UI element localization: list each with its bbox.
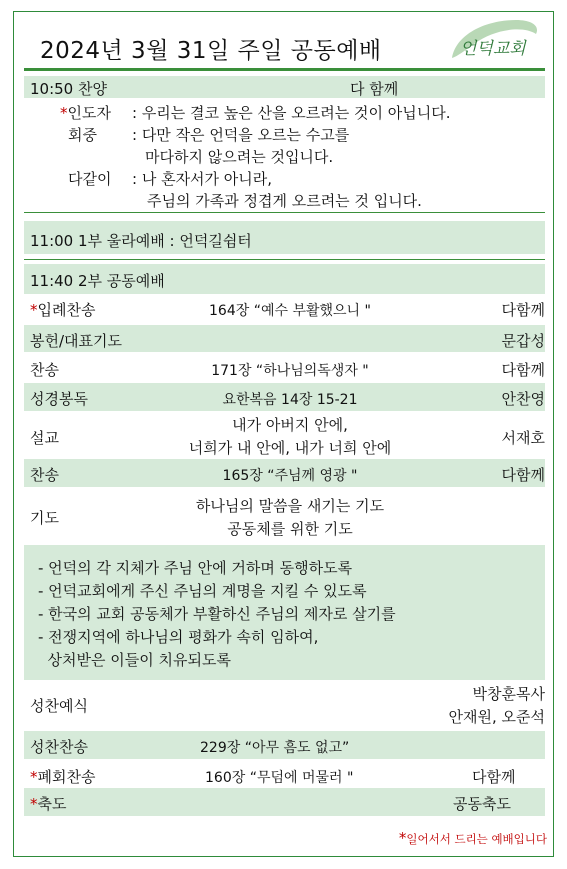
- order-leader: 다함께: [501, 466, 545, 484]
- page-title: 2024년 3월 31일 주일 공동예배: [40, 38, 382, 64]
- order-label: 찬송: [30, 466, 59, 484]
- order-leader: 문갑성: [501, 332, 545, 350]
- section-divider: [24, 259, 545, 260]
- scripture-reference: 요한복음 14장 15-21: [222, 392, 358, 408]
- logo-text: 언덕교회: [460, 39, 526, 59]
- opening-performer: 다 함께: [350, 80, 399, 98]
- sermon-title-line1: 내가 아버지 안에,: [232, 416, 348, 434]
- order-label: *축도: [30, 795, 67, 813]
- prayer-item: 상처받은 이들이 치유되도록: [38, 651, 231, 669]
- litany-congregation: 회중: [68, 126, 97, 144]
- litany-congregation-line1: : 다만 작은 언덕을 오르는 수고를: [132, 126, 350, 144]
- litany-all-line1: : 나 혼자서가 아니라,: [132, 170, 273, 188]
- prayer-item: - 언덕교회에게 주신 주님의 계명을 지킬 수 있도록: [38, 582, 367, 600]
- prayer-item: - 언덕의 각 지체가 주님 안에 거하며 동행하도록: [38, 559, 353, 577]
- order-label: *입례찬송: [30, 301, 96, 319]
- prayer-item: - 한국의 교회 공동체가 부활하신 주님의 제자로 살기를: [38, 605, 396, 623]
- order-label: 성찬찬송: [30, 738, 88, 756]
- prayer-title-line1: 하나님의 말씀을 새기는 기도: [195, 497, 385, 515]
- first-service: 11:00 1부 울라예배 : 언덕길쉼터: [30, 232, 252, 250]
- order-label: 성경봉독: [30, 390, 88, 408]
- order-label: 기도: [30, 509, 59, 527]
- sermon-title-line2: 너희가 내 안에, 내가 너희 안에: [188, 439, 392, 457]
- order-leader: 다함께: [472, 768, 516, 786]
- opening-time-label: 10:50 찬양: [30, 80, 107, 98]
- order-label: 설교: [30, 429, 59, 447]
- order-hymn: 160장 “무덤에 머물러 ": [205, 770, 354, 786]
- litany-congregation-line2: 마다하지 않으려는 것입니다.: [145, 148, 334, 166]
- communion-officiant: 박창훈목사: [472, 685, 545, 703]
- order-hymn: 171장 “하나님의독생자 ": [211, 363, 369, 379]
- order-label: 성찬예식: [30, 697, 88, 715]
- church-logo: [446, 14, 542, 66]
- second-service-heading: 11:40 2부 공동예배: [30, 272, 165, 290]
- order-label: 봉헌/대표기도: [30, 332, 122, 350]
- order-hymn: 164장 “예수 부활했으니 ": [209, 303, 371, 319]
- order-label: *폐회찬송: [30, 768, 96, 786]
- order-hymn: 229장 “아무 흠도 없고”: [200, 740, 350, 756]
- preacher: 서재호: [501, 429, 545, 447]
- section-divider: [24, 212, 545, 213]
- prayer-item: - 전쟁지역에 하나님의 평화가 속히 임하여,: [38, 628, 319, 646]
- litany-leader-line: : 우리는 결코 높은 산을 오르려는 것이 아닙니다.: [132, 104, 451, 122]
- communion-assistants: 안재원, 오준석: [448, 708, 545, 726]
- litany-all: 다같이: [68, 170, 112, 188]
- order-leader: 다함께: [501, 361, 545, 379]
- order-leader: 다함께: [501, 301, 545, 319]
- prayer-title-line2: 공동체를 위한 기도: [227, 520, 353, 538]
- litany-leader: *인도자: [60, 104, 111, 122]
- order-leader: 안찬영: [501, 390, 545, 408]
- benediction-type: 공동축도: [453, 795, 511, 813]
- header-divider: [24, 68, 545, 71]
- litany-all-line2: 주님의 가족과 정겹게 오르려는 것 입니다.: [147, 192, 422, 210]
- order-hymn: 165장 “주님께 영광 ": [222, 468, 358, 484]
- order-label: 찬송: [30, 361, 59, 379]
- standing-note: *일어서서 드리는 예배입니다: [398, 829, 547, 847]
